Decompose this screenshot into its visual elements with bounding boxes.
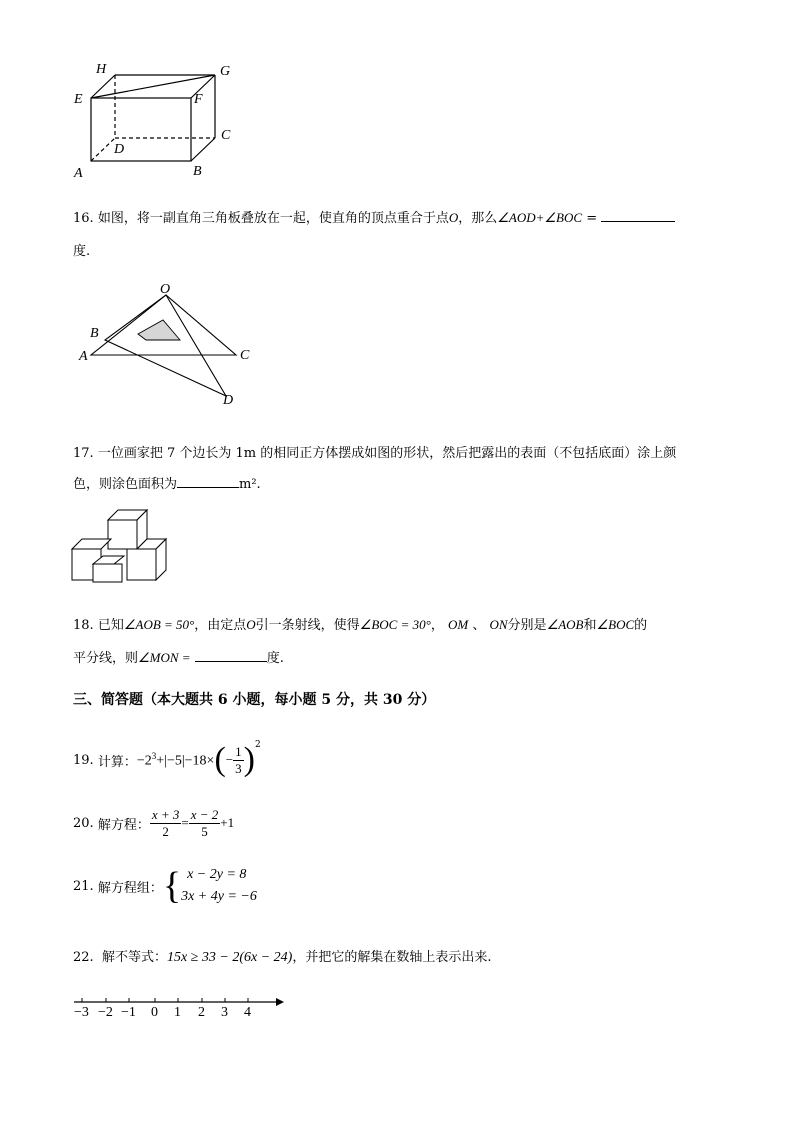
equation-2: 3x + 4y = −6 (181, 889, 257, 904)
question-22 (73, 946, 491, 966)
question-number: 18. (73, 618, 94, 633)
section-title: 三、简答题（本大题共 6 小题，每小题 5 分，共 30 分） (73, 692, 436, 708)
question-text: ， (430, 618, 444, 633)
left-paren: ( (214, 741, 226, 778)
question-number: 16. (73, 211, 94, 226)
question-text: 的 (634, 618, 648, 633)
question-17 (73, 442, 676, 461)
question-text: ，并把它的解集在数轴上表示出来. (292, 950, 492, 965)
question-number: 19. (73, 752, 94, 768)
box-edge-bc (191, 138, 215, 161)
question-text: 分别是 (507, 618, 547, 633)
fraction (233, 744, 244, 777)
tick-label: −2 (98, 1005, 113, 1020)
question-17-cont (73, 473, 261, 492)
question-18 (73, 614, 647, 633)
angle-expression: ∠MON = (138, 650, 191, 665)
question-text: 已知 (97, 618, 124, 633)
tick-label: 1 (174, 1005, 181, 1020)
expression (137, 751, 215, 770)
box-label-d: D (114, 142, 125, 157)
answer-blank[interactable] (195, 649, 267, 662)
question-number: 20. (73, 815, 94, 831)
brace: { (162, 865, 182, 907)
box-label-c: C (221, 128, 231, 143)
box-label-g: G (220, 64, 231, 79)
question-number: 22. (73, 950, 94, 965)
inequality: 15x ≥ 33 − 2(6x − 24) (166, 950, 293, 965)
question-text: 平分线，则 (73, 651, 139, 666)
question-label: 解方程： (97, 817, 150, 833)
angle-expression: ∠BOC (596, 617, 635, 632)
tri-label-b: B (90, 326, 99, 341)
tick-label: 2 (198, 1005, 205, 1020)
question-label: 解方程组： (97, 880, 163, 896)
tri-label-o: O (160, 282, 171, 297)
box-hidden-ad (91, 138, 115, 161)
axis-arrow-icon (276, 998, 284, 1006)
triangles-figure (80, 282, 250, 408)
equation-1: x − 2y = 8 (187, 867, 247, 882)
angle-expression: ∠AOD+∠BOC (497, 210, 583, 225)
point-o: O (448, 210, 459, 225)
answer-blank[interactable] (601, 209, 675, 222)
question-text: 色，则涂色面积为 (73, 477, 178, 492)
ray-on: ON (489, 617, 508, 632)
denominator: 2 (162, 823, 169, 839)
box-label-f: F (194, 92, 203, 107)
tick-label: 3 (221, 1005, 228, 1020)
box-front-face (91, 98, 191, 161)
question-21 (73, 864, 257, 908)
right-paren: ) (243, 741, 255, 778)
answer-blank[interactable] (177, 475, 239, 488)
box-label-h: H (96, 62, 107, 77)
question-text: 引一条射线，使得 (255, 618, 360, 633)
question-18-cont (73, 647, 284, 666)
equals-sign: = (181, 815, 189, 830)
fraction-left (150, 807, 182, 840)
tri-label-d: D (223, 393, 234, 408)
question-text: 如图，将一副直角三角板叠放在一起，使直角的顶点重合于点 (97, 211, 449, 226)
separator: 、 (472, 618, 486, 633)
angle-expression: ∠BOC = 30° (359, 617, 431, 632)
question-19 (73, 740, 261, 780)
unit: m². (239, 477, 261, 492)
exponent: 2 (254, 740, 261, 750)
angle-expression: ∠AOB (546, 617, 584, 632)
numerator: 1 (235, 743, 242, 759)
ray-om: OM (447, 617, 469, 632)
term: −2 (136, 753, 152, 769)
tick-label: −3 (74, 1005, 89, 1020)
question-text: ，由定点 (194, 618, 247, 633)
question-text: 和 (583, 618, 597, 633)
numerator: x − 2 (190, 806, 219, 822)
box-label-e: E (74, 92, 83, 107)
angle-expression: ∠AOB = 50° (123, 617, 195, 632)
overlap-region (138, 320, 180, 340)
box-label-b: B (193, 164, 202, 179)
question-number: 17. (73, 446, 94, 461)
box-label-a: A (74, 166, 83, 181)
question-number: 21. (73, 878, 94, 894)
term: +1 (220, 815, 235, 830)
term: +|−5|−18× (156, 753, 215, 769)
equals-sign: = (586, 211, 598, 226)
fraction-right (189, 807, 221, 840)
point-o: O (246, 617, 256, 632)
question-label: 计算： (97, 754, 137, 770)
tri-label-a: A (79, 349, 88, 364)
denominator: 3 (235, 760, 242, 776)
question-16-cont: 度. (73, 244, 91, 259)
tick-label: 0 (151, 1005, 158, 1020)
tick-label: 4 (244, 1005, 251, 1020)
numerator: x + 3 (151, 806, 180, 822)
tri-label-c: C (240, 348, 250, 363)
question-16 (73, 207, 675, 226)
question-text: 一位画家把 7 个边长为 1m 的相同正方体摆成如图的形状，然后把露出的表面（不包括底面）涂上颜 (97, 446, 677, 461)
question-20 (73, 805, 234, 841)
triangle-bod (105, 295, 226, 396)
exponent: 3 (151, 750, 157, 761)
question-text: ，那么 (458, 211, 498, 226)
minus-sign: − (225, 752, 234, 767)
denominator: 5 (201, 823, 208, 839)
question-text: 度. (266, 651, 284, 666)
equation-system (181, 864, 257, 908)
tick-label: −1 (121, 1005, 136, 1020)
cubes-figure (70, 506, 170, 586)
question-label: 解不等式： (101, 950, 167, 965)
